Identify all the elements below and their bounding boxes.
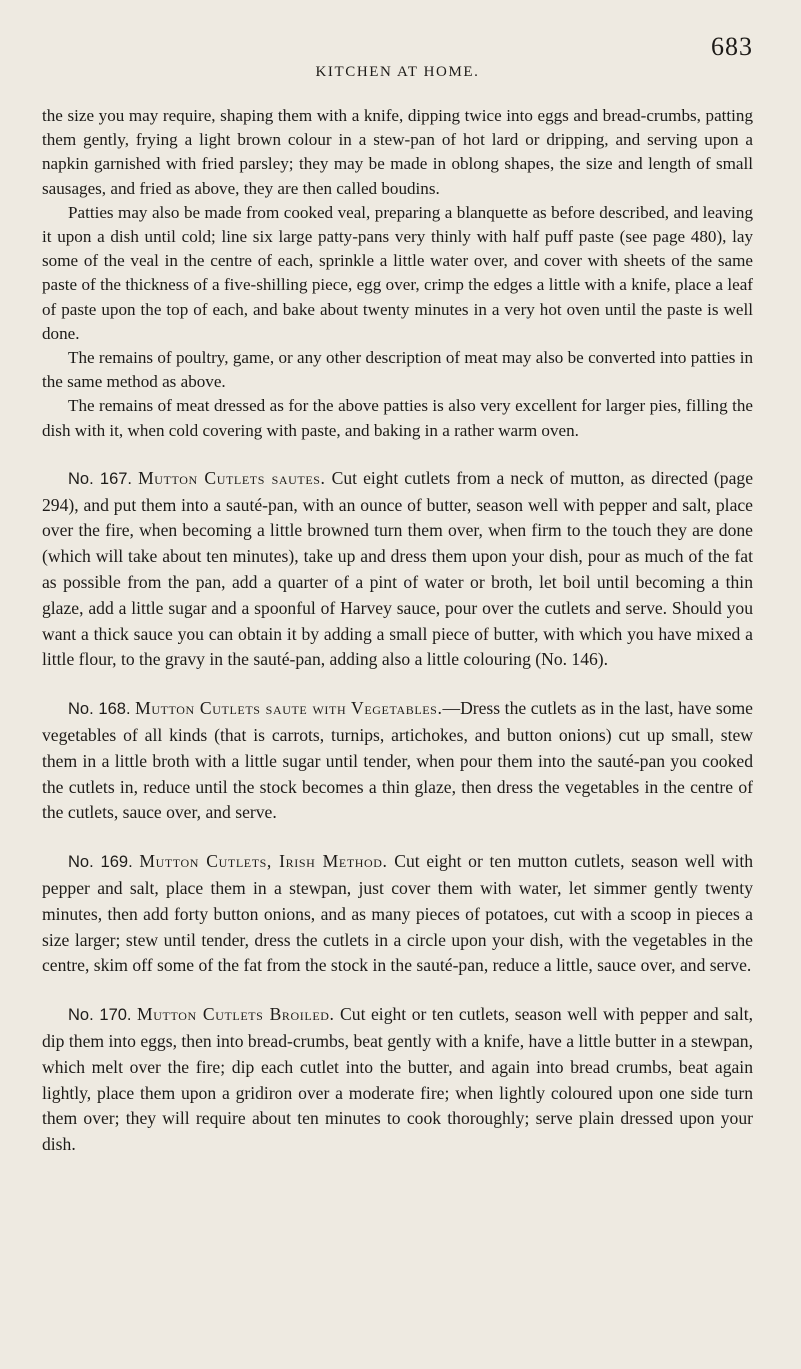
recipe-paragraph	[42, 466, 753, 673]
recipe-number: No. 169.	[68, 853, 133, 872]
recipe-paragraph	[42, 1002, 753, 1158]
recipe-169	[42, 849, 753, 979]
recipe-paragraph	[42, 849, 753, 979]
recipe-paragraph	[42, 696, 753, 826]
recipe-title: Mutton Cutlets, Irish Method.	[139, 851, 388, 872]
recipe-body: Cut eight or ten cutlets, season well with pepper and salt, dip them into eggs, then into bread-crumbs, beat gently with a knife, have a little butter in a stewpan, which melt over the fire; dip each cutlet into the butter, and again into bread crumbs, beat again lightly, place them upon a gridiron over a moderate fire; when lightly coloured upon one side turn them over; they will require about ten minutes to cook thoroughly; serve plain dressed upon your dish.	[42, 1004, 753, 1155]
recipe-number: No. 168.	[68, 700, 131, 719]
recipe-body: —Dress the cutlets as in the last, have some vegetables of all kinds (that is carrots, turnips, artichokes, and button onions) cut up small, stew them in a little broth with a little sugar until tender, when pour them into the sauté-pan you cooked the cutlets in, reduce until the stock becomes a thin glaze, then dress the vegetables in the centre of the cutlets, sauce over, and serve.	[42, 698, 753, 823]
recipe-167	[42, 466, 753, 673]
intro-paragraph-3: The remains of poultry, game, or any other description of meat may also be converted into patties in the same method as above.	[42, 348, 753, 392]
recipe-title: Mutton Cutlets Broiled.	[137, 1004, 335, 1025]
intro-paragraph-1: the size you may require, shaping them with a knife, dipping twice into eggs and bread-crumbs, patting them gently, frying a light brown colour in a stew-pan of hot lard or dripping, and serving upon a napkin garnished with fried parsley; they may be made in oblong shapes, the size and length of small sausages, and fried as above, they are then called boudins.	[42, 106, 753, 198]
page-content	[42, 104, 753, 1158]
recipe-170	[42, 1002, 753, 1158]
recipe-title: Mutton Cutlets saute with Vegetables.	[135, 698, 443, 719]
page-header	[42, 28, 753, 82]
intro-paragraph-2: Patties may also be made from cooked veal, preparing a blanquette as before described, and leaving it upon a dish until cold; line six large patty-pans very thinly with half puff paste (see page 480), lay some of the veal in the centre of each, sprinkle a little water over, and cover with sheets of the same paste of the thickness of a five-shilling piece, egg over, crimp the edges a little with a knife, place a leaf of paste upon the top of each, and bake about twenty minutes in a very hot oven until the paste is well done.	[42, 202, 753, 343]
recipe-body: Cut eight or ten mutton cutlets, season well with pepper and salt, place them in a stewpan, just cover them with water, let simmer gently twenty minutes, then add forty button onions, and as many pieces of potatoes, cut with a scoop in pieces a size larger; stew until tender, dress the cutlets in a circle upon your dish, with the vegetables in the centre, skim off some of the fat from the stock in the sauté-pan, reduce a little, sauce over, and serve.	[42, 851, 754, 976]
recipe-title: Mutton Cutlets sautes.	[138, 467, 326, 488]
recipe-body: Cut eight cutlets from a neck of mutton, as directed (page 294), and put them into a sauté-pan, with an ounce of butter, season well with pepper and salt, place over the fire, when becoming a little browned turn them over, when firm to the touch they are done (which will take about ten minutes), take up and dress them upon your dish, pour as much of the fat as possible from the pan, add a quarter of a pint of water or broth, let boil until becoming a thin glaze, add a little sugar and a spoonful of Harvey sauce, pour over the cutlets and serve. Should you want a thick sauce you can obtain it by adding a small piece of butter, with which you have mixed a little flour, to the gravy in the sauté-pan, adding also a little colouring (No. 146).	[42, 467, 754, 670]
recipe-number: No. 167.	[68, 469, 133, 488]
recipe-168	[42, 696, 753, 826]
recipe-number: No. 170.	[68, 1006, 132, 1025]
intro-paragraph-4: The remains of meat dressed as for the above patties is also very excellent for larger pies, filling the dish with it, when cold covering with paste, and baking in a rather warm oven.	[42, 396, 753, 440]
running-head: KITCHEN AT HOME.	[315, 64, 480, 80]
page-number: 683	[711, 32, 753, 61]
